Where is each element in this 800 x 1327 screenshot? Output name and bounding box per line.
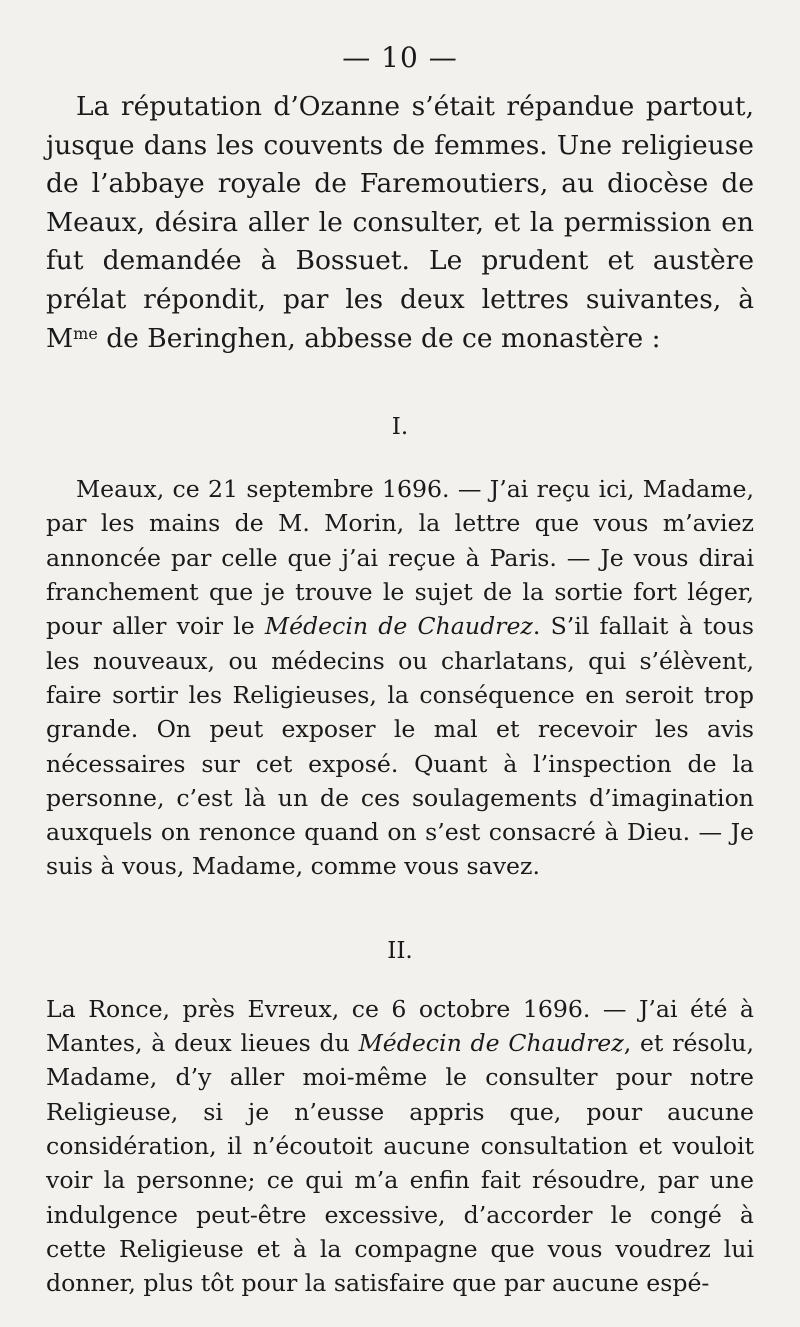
letter-2-heading: II. [387,937,413,964]
letter-2-italic: Médecin de Chaudrez [358,1029,624,1058]
letter-1-text-b: . S’il fallait à tous les nouveaux, ou médecins ou charlatans, qui s’élèvent, faire sortir les Religieuses, la conséquence en seroit trop grande. On peut exposer le mal et recevoir les avis nécessaires sur cet exposé. Quant à l’inspection de la personne, c’est là un de ces soulagements d’imagination auxquels on renonce quand on s’est consacré à Dieu. — Je suis à vous, Madame, comme vous savez. [46,612,755,881]
letter-1-heading: I. [391,414,409,441]
intro-text-part2: de Beringhen, abbesse de ce monastère : [97,322,661,354]
letter-1-italic: Médecin de Chaudrez [264,612,533,641]
page-number: — 10 — [342,41,458,74]
intro-text-part1: La réputation d’Ozanne s’était répandue partout, jusque dans les couvents de femmes. Une religieuse de l’abbaye royale de Faremoutiers, au diocèse de Meaux, désira aller le consulter, et la permission en fut demandée à Bossuet. Le prudent et austère prélat répondit, par les deux lettres suivantes, à M [46,91,754,354]
letter-2-text-b: , et résolu, Madame, d’y aller moi-même le consulter pour notre Religieuse, si je n’eusse appris que, pour aucune considération, il n’écoutoit aucune consultation et vouloit voir la personne; ce qui m’a enfin fait résoudre, par une indulgence peut-être excessive, d’accorder le congé à cette Religieuse et à la compagne que vous voudrez lui donner, plus tôt pour la satisfaire que par aucune espé- [46,1029,754,1298]
letter-2-paragraph [46,992,754,1301]
letter-1-text-a: Meaux, ce 21 septembre 1696. — J’ai reçu ici, Madame, par les mains de M. Morin, la lettre que vous m’aviez annoncée par celle que j’ai reçue à Paris. — Je vous dirai franchement que je trouve le sujet de la sortie fort léger, pour aller voir le [46,475,754,641]
letter-2-text-a: La Ronce, près Evreux, ce 6 octobre 1696. — J’ai été à Mantes, à deux lieues du [46,994,754,1058]
intro-superscript: me [73,323,98,343]
letter-1-paragraph [46,472,754,884]
intro-paragraph [46,88,754,358]
